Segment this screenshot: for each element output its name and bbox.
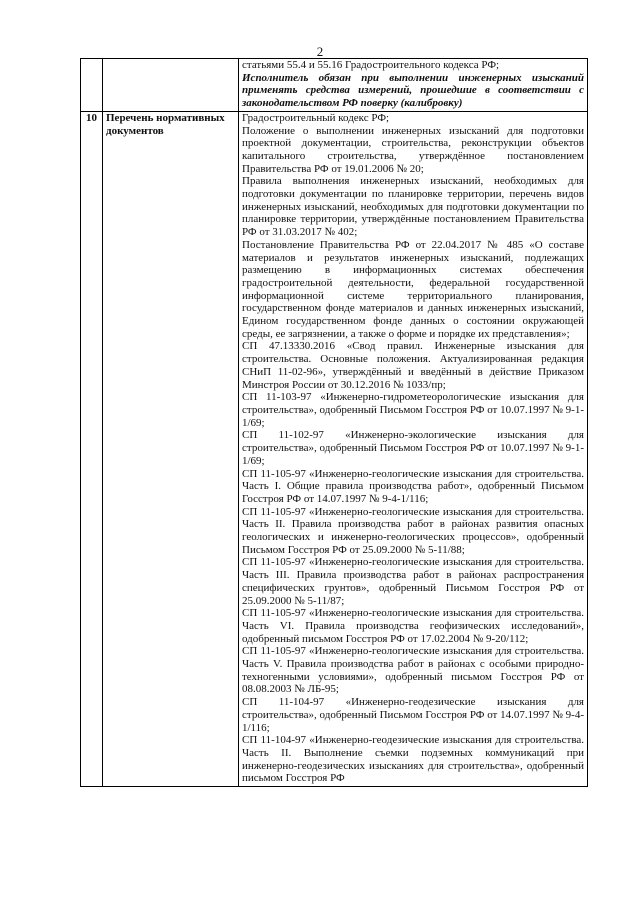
list-item: Правила выполнения инженерных изысканий, необходимых для подготовки документации по планировке территории, перечень видов инженерных изысканий, необходимых для подготовки документации по планировке территории, утверждённые постановлением Правительства РФ от 31.03.2017 № 402; (242, 175, 584, 239)
list-item: СП 11-105-97 «Инженерно-геологические изыскания для строительства. Часть VI. Правила производства геофизических исследований», одобренный письмом Госстроя РФ от 17.02.2004 № 9-20/112; (242, 607, 584, 645)
row-number-cell-empty (81, 59, 103, 112)
row-content-cell (239, 59, 588, 112)
list-item: СП 11-105-97 «Инженерно-геологические изыскания для строительства. Часть III. Правила производства работ в районах распространения специфических грунтов», одобренный Письмом Госстроя РФ от 25.09.2000 № 5-11/87; (242, 556, 584, 607)
list-item: Положение о выполнении инженерных изысканий для подготовки проектной документации, строительства, реконструкции объектов капитального строительства, утверждённое постановлением Правительства РФ от 19.01.2006 № 20; (242, 124, 584, 175)
measurement-note: Исполнитель обязан при выполнении инженерных изысканий применять средства измерений, прошедшие в соответствии с законодательством РФ поверку (калибровку) (242, 71, 584, 110)
list-item: СП 47.13330.2016 «Свод правил. Инженерные изыскания для строительства. Основные положения. Актуализированная редакция СНиП 11-02-96», утверждённый и введённый в действие Приказом Минстроя России от 30.12.2016 № 1033/пр; (242, 340, 584, 391)
page-number: 2 (316, 44, 324, 59)
row-name-cell-empty (103, 59, 239, 112)
normative-documents-list (239, 111, 588, 786)
list-item: Градостроительный кодекс РФ; (242, 111, 390, 124)
list-item: СП 11-102-97 «Инженерно-экологические изыскания для строительства», одобренный Письмом Госстроя РФ от 10.07.1997 № 9-1-1/69; (242, 429, 584, 467)
list-item: СП 11-105-97 «Инженерно-геологические изыскания для строительства. Часть V. Правила производства работ в районах с особыми природно-техногенными условиями», одобренный письмом Госстроя РФ от 08.08.2003 № ЛБ-95; (242, 645, 584, 696)
row-number: 10 (81, 111, 103, 786)
row-name: Перечень нормативных документов (103, 111, 239, 786)
content-line: статьями 55.4 и 55.16 Градостроительного кодекса РФ; (242, 59, 500, 71)
table-row-previous (81, 59, 588, 112)
table-row-10 (81, 111, 588, 786)
requirements-table (80, 58, 588, 787)
list-item: СП 11-104-97 «Инженерно-геодезические изыскания для строительства. Часть II. Выполнение съемки подземных коммуникаций при инженерно-геодезических изысканиях для строительства», одобренный письмом Госстроя РФ (242, 734, 584, 785)
list-item: СП 11-105-97 «Инженерно-геологические изыскания для строительства. Часть I. Общие правила производства работ», одобренный Письмом Госстроя РФ от 14.07.1997 № 9-4-1/116; (242, 467, 584, 505)
list-item: СП 11-103-97 «Инженерно-гидрометеорологические изыскания для строительства», одобренный Письмом Госстроя РФ от 10.07.1997 № 9-1-1/69; (242, 391, 584, 429)
list-item: Постановление Правительства РФ от 22.04.2017 № 485 «О составе материалов и результатов инженерных изысканий, подлежащих размещению в информационных системах обеспечения градостроительной деятельности, федеральной государственной информационной системе территориального планирования, государственном фонде материалов и данных инженерных изысканий, Едином государственном фонде данных о состоянии окружающей среды, ее загрязнении, а также о форме и порядке их представления»; (242, 238, 584, 340)
list-item: СП 11-105-97 «Инженерно-геологические изыскания для строительства. Часть II. Правила производства работ в районах развития опасных геологических и инженерно-геологических процессов», одобренный Письмом Госстроя РФ от 25.09.2000 № 5-11/88; (242, 505, 584, 556)
list-item: СП 11-104-97 «Инженерно-геодезические изыскания для строительства», одобренный Письмом Госстроя РФ от 14.07.1997 № 9-4-1/116; (242, 696, 584, 734)
